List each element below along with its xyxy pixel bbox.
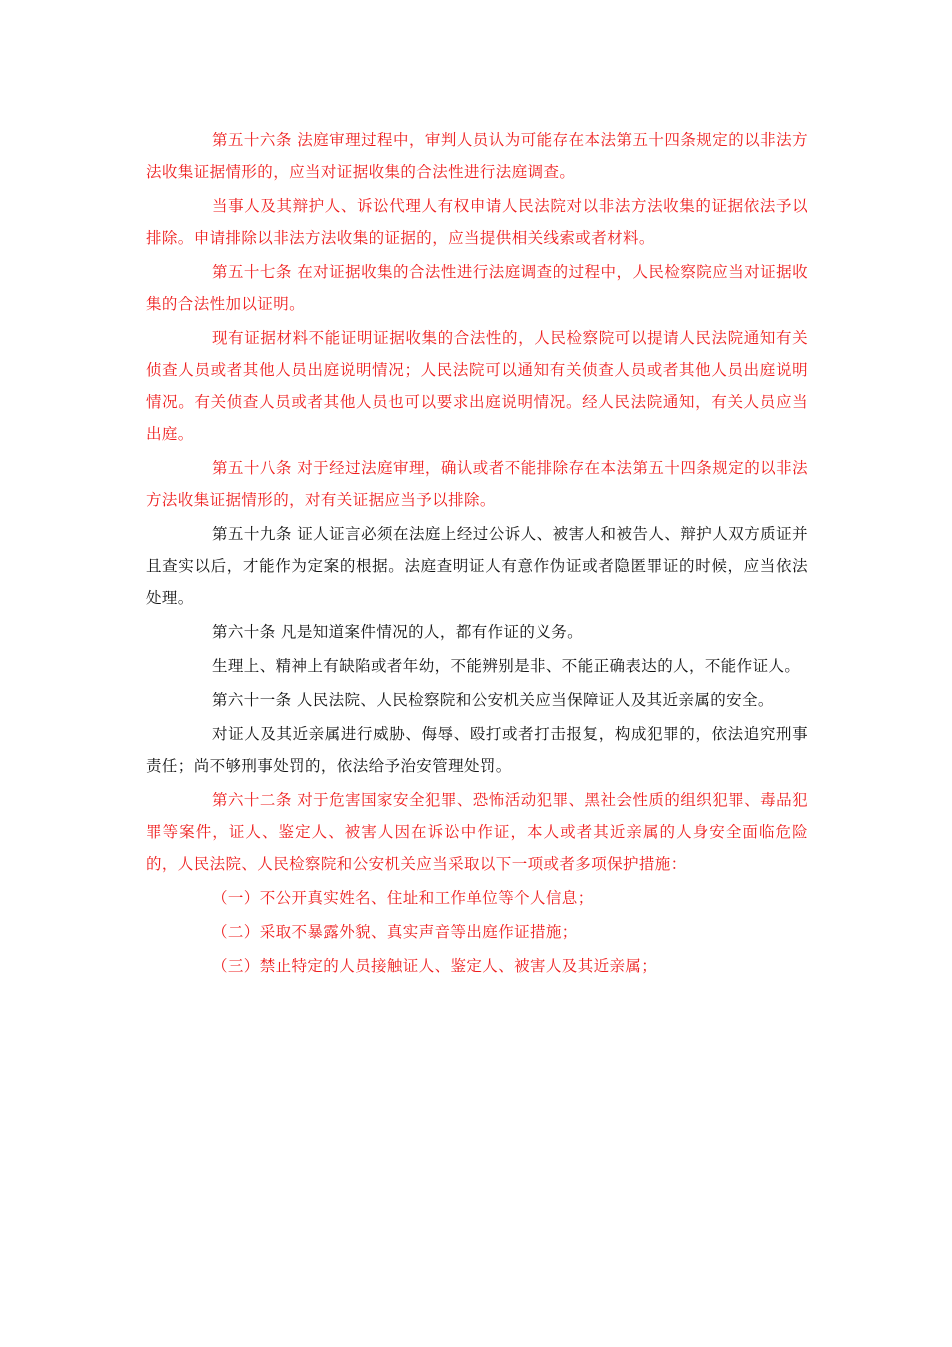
paragraph-article-58: 第五十八条 对于经过法庭审理，确认或者不能排除存在本法第五十四条规定的以非法方法收集证据情形的，对有关证据应当予以排除。 — [146, 459, 808, 509]
document-body — [146, 124, 808, 984]
paragraph-article-60: 第六十条 凡是知道案件情况的人，都有作证的义务。 — [212, 623, 584, 641]
paragraph-article-61-clause-2: 对证人及其近亲属进行威胁、侮辱、殴打或者打击报复，构成犯罪的，依法追究刑事责任；尚不够刑事处罚的，依法给予治安管理处罚。 — [146, 725, 808, 775]
paragraph-article-60-clause-2: 生理上、精神上有缺陷或者年幼，不能辨别是非、不能正确表达的人，不能作证人。 — [212, 657, 801, 675]
paragraph-article-62: 第六十二条 对于危害国家安全犯罪、恐怖活动犯罪、黑社会性质的组织犯罪、毒品犯罪等案件，证人、鉴定人、被害人因在诉讼中作证，本人或者其近亲属的人身安全面临危险的，人民法院、人民检察院和公安机关应当采取以下一项或者多项保护措施： — [146, 791, 808, 873]
paragraph-article-57-clause-2: 现有证据材料不能证明证据收集的合法性的，人民检察院可以提请人民法院通知有关侦查人员或者其他人员出庭说明情况；人民法院可以通知有关侦查人员或者其他人员出庭说明情况。有关侦查人员或者其他人员也可以要求出庭说明情况。经人民法院通知，有关人员应当出庭。 — [146, 329, 808, 443]
list-item-measure-2: （二）采取不暴露外貌、真实声音等出庭作证措施； — [212, 923, 578, 941]
list-item-measure-3: （三）禁止特定的人员接触证人、鉴定人、被害人及其近亲属； — [212, 957, 658, 975]
paragraph-article-56: 第五十六条 法庭审理过程中，审判人员认为可能存在本法第五十四条规定的以非法方法收集证据情形的，应当对证据收集的合法性进行法庭调查。 — [146, 131, 808, 181]
paragraph-article-57: 第五十七条 在对证据收集的合法性进行法庭调查的过程中，人民检察院应当对证据收集的合法性加以证明。 — [146, 263, 808, 313]
paragraph-article-56-clause-2: 当事人及其辩护人、诉讼代理人有权申请人民法院对以非法方法收集的证据依法予以排除。申请排除以非法方法收集的证据的，应当提供相关线索或者材料。 — [146, 197, 808, 247]
paragraph-article-61: 第六十一条 人民法院、人民检察院和公安机关应当保障证人及其近亲属的安全。 — [212, 691, 774, 709]
list-item-measure-1: （一）不公开真实姓名、住址和工作单位等个人信息； — [212, 889, 594, 907]
paragraph-article-59: 第五十九条 证人证言必须在法庭上经过公诉人、被害人和被告人、辩护人双方质证并且查实以后，才能作为定案的根据。法庭查明证人有意作伪证或者隐匿罪证的时候，应当依法处理。 — [146, 525, 808, 607]
